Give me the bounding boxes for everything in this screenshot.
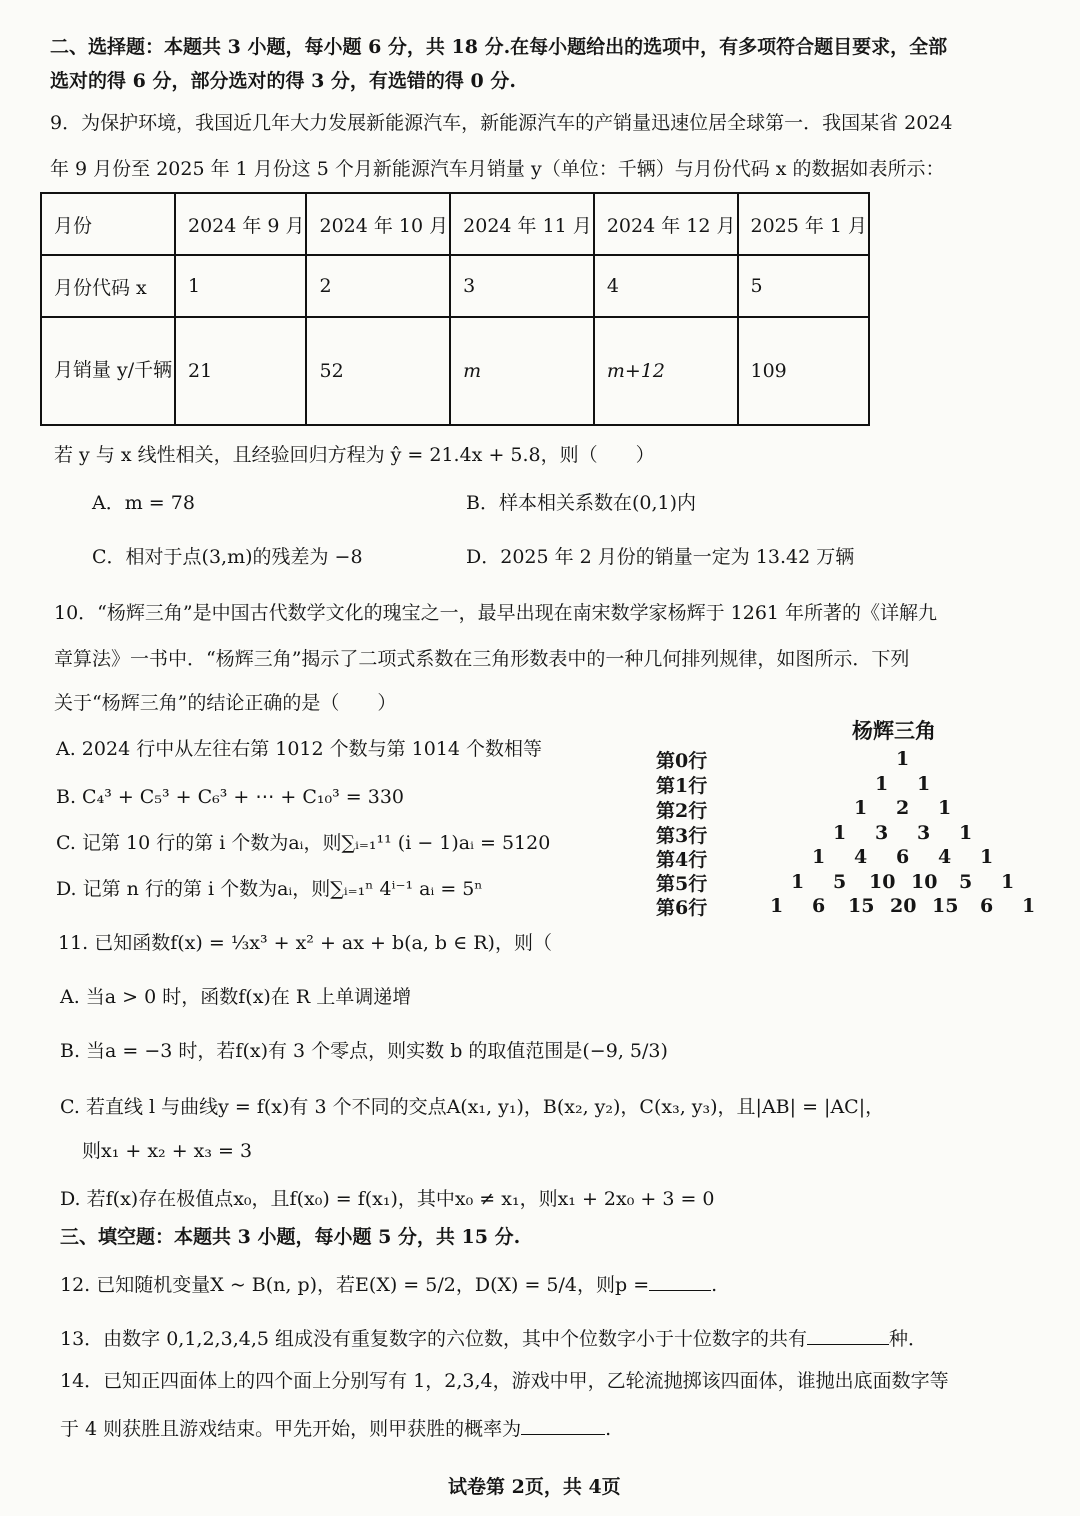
table-cell: 2024 年 11 月	[450, 193, 594, 255]
triangle-number: 6	[896, 846, 910, 868]
table-cell: 21	[175, 317, 306, 425]
q9-stem: 若 y 与 x 线性相关，且经验回归方程为 ŷ = 21.4x + 5.8，则（ ）	[54, 444, 655, 466]
triangle-row-label: 第3行	[656, 825, 708, 847]
q9-line2: 年 9 月份至 2025 年 1 月份这 5 个月新能源汽车月销量 y（单位：千辆）与月份代码 x 的数据如表所示：	[50, 158, 945, 180]
table-cell: 109	[738, 317, 870, 425]
q12-end: .	[711, 1274, 718, 1296]
triangle-number: 10	[911, 870, 938, 893]
triangle-number: 1	[1022, 895, 1036, 917]
q12-text	[60, 1272, 717, 1297]
triangle-number: 1	[917, 772, 931, 795]
q11-option-b: B. 当a = −3 时，若f(x)有 3 个零点，则实数 b 的取值范围是(−9, 5/3)	[60, 1040, 668, 1062]
triangle-title: 杨辉三角	[852, 718, 936, 743]
q10-option-a: A. 2024 行中从左往右第 1012 个数与第 1014 个数相等	[56, 738, 543, 760]
q9-option-c: C．相对于点(3,m)的残差为 −8	[92, 546, 363, 568]
answer-blank[interactable]	[649, 1272, 711, 1291]
triangle-row-label: 第6行	[656, 897, 708, 919]
table-cell: 2	[306, 255, 450, 317]
q11-option-d: D. 若f(x)存在极值点x₀，且f(x₀) = f(x₁)，其中x₀ ≠ x₁，则x₁ + 2x₀ + 3 = 0	[60, 1188, 715, 1210]
q11-option-c-cont: 则x₁ + x₂ + x₃ = 3	[82, 1140, 253, 1162]
triangle-number: 6	[980, 895, 994, 917]
triangle-number: 1	[875, 772, 889, 795]
q11-option-c: C. 若直线 l 与曲线y = f(x)有 3 个不同的交点A(x₁, y₁)，B(x₂, y₂)，C(x₃, y₃)，且|AB| = |AC|，	[60, 1096, 885, 1118]
section2-header: 二、选择题：本题共 3 小题，每小题 6 分，共 18 分.在每小题给出的选项中，有多项符合题目要求，全部	[50, 36, 948, 58]
q10-line2: 章算法》一书中．“杨辉三角”揭示了二项式系数在三角形数表中的一种几何排列规律，如图所示．下列	[54, 648, 910, 670]
answer-blank[interactable]	[521, 1416, 605, 1435]
triangle-number: 15	[848, 895, 875, 917]
section2-header-cont: 选对的得 6 分，部分选对的得 3 分，有选错的得 0 分.	[50, 70, 516, 92]
table-cell: 2024 年 10 月	[306, 193, 450, 255]
triangle-number: 1	[812, 846, 826, 868]
table-cell: 2025 年 1 月	[738, 193, 870, 255]
triangle-row-label: 第1行	[656, 775, 708, 797]
q10-option-b: B. C₄³ + C₅³ + C₆³ + ⋯ + C₁₀³ = 330	[56, 786, 405, 808]
q10-line3: 关于“杨辉三角”的结论正确的是（ ）	[54, 692, 397, 714]
section3-header: 三、填空题：本题共 3 小题，每小题 5 分，共 15 分.	[60, 1226, 521, 1248]
q9-option-b: B．样本相关系数在(0,1)内	[466, 492, 697, 514]
answer-blank[interactable]	[807, 1326, 889, 1345]
q12-question: 12. 已知随机变量X ~ B(n, p)，若E(X) = 5/2，D(X) = 5/4，则p =	[60, 1274, 650, 1296]
q9-line1: 9．为保护环境，我国近几年大力发展新能源汽车，新能源汽车的产销量迅速位居全球第一．我国某省 2024	[50, 112, 953, 134]
triangle-number: 1	[896, 748, 910, 770]
q10-line1: 10．“杨辉三角”是中国古代数学文化的瑰宝之一，最早出现在南宋数学家杨辉于 1261 年所著的《详解九	[54, 602, 938, 624]
q13-end: 种．	[889, 1328, 928, 1350]
triangle-row-label: 第2行	[656, 800, 708, 822]
triangle-number: 1	[1001, 870, 1015, 893]
triangle-number: 20	[890, 895, 917, 917]
table-cell: 2024 年 9 月	[175, 193, 306, 255]
table-row	[41, 193, 869, 255]
page-footer: 试卷第 2页，共 4页	[448, 1476, 621, 1498]
q14-end: .	[605, 1418, 612, 1440]
triangle-number: 1	[770, 895, 784, 917]
q9-option-a: A．m = 78	[92, 492, 195, 514]
table-cell: 2024 年 12 月	[594, 193, 738, 255]
q9-table	[40, 192, 870, 426]
q11-option-a: A. 当a > 0 时，函数f(x)在 R 上单调递增	[60, 986, 412, 1008]
table-cell: 月份代码 x	[41, 255, 175, 317]
triangle-number: 4	[854, 846, 868, 868]
q10-option-c: C. 记第 10 行的第 i 个数为aᵢ，则∑ᵢ₌₁¹¹ (i − 1)aᵢ = 5120	[56, 832, 551, 854]
table-cell: 1	[175, 255, 306, 317]
triangle-number: 2	[896, 797, 910, 819]
triangle-number: 1	[959, 821, 973, 844]
table-cell: 月销量 y/千辆	[41, 317, 175, 425]
triangle-number: 1	[791, 870, 805, 893]
triangle-row-label: 第0行	[656, 750, 708, 772]
triangle-number: 15	[932, 895, 959, 917]
table-row	[41, 317, 869, 425]
q13-question: 13．由数字 0,1,2,3,4,5 组成没有重复数字的六位数，其中个位数字小于十位数字的共有	[60, 1328, 807, 1350]
triangle-number: 5	[833, 870, 847, 893]
triangle-number: 1	[833, 821, 847, 844]
q13-text	[60, 1326, 927, 1351]
triangle-number: 1	[938, 797, 952, 819]
q14-line2	[60, 1416, 611, 1441]
triangle-row-label: 第5行	[656, 873, 708, 895]
triangle-number: 5	[959, 870, 973, 893]
table-cell: m	[450, 317, 594, 425]
triangle-number: 6	[812, 895, 826, 917]
triangle-number: 1	[854, 797, 868, 819]
table-cell: 4	[594, 255, 738, 317]
table-cell: 5	[738, 255, 870, 317]
q14-question: 于 4 则获胜且游戏结束。甲先开始，则甲获胜的概率为	[60, 1418, 522, 1440]
table-cell: 52	[306, 317, 450, 425]
triangle-number: 4	[938, 846, 952, 868]
triangle-number: 3	[875, 821, 889, 844]
q9-option-d: D．2025 年 2 月份的销量一定为 13.42 万辆	[466, 546, 855, 568]
table-cell: 3	[450, 255, 594, 317]
triangle-row-label: 第4行	[656, 849, 708, 871]
triangle-number: 3	[917, 821, 931, 844]
table-cell: m+12	[594, 317, 738, 425]
q10-option-d: D. 记第 n 行的第 i 个数为aᵢ，则∑ᵢ₌₁ⁿ 4ⁱ⁻¹ aᵢ = 5ⁿ	[56, 878, 483, 900]
triangle-number: 10	[869, 870, 896, 893]
table-cell: 月份	[41, 193, 175, 255]
q14-line1: 14．已知正四面体上的四个面上分别写有 1，2,3,4，游戏中甲，乙轮流抛掷该四面体，谁抛出底面数字等	[60, 1370, 949, 1392]
q11-stem: 11. 已知函数f(x) = ⅓x³ + x² + ax + b(a, b ∈ R)，则（	[58, 932, 552, 954]
triangle-number: 1	[980, 846, 994, 868]
table-row	[41, 255, 869, 317]
